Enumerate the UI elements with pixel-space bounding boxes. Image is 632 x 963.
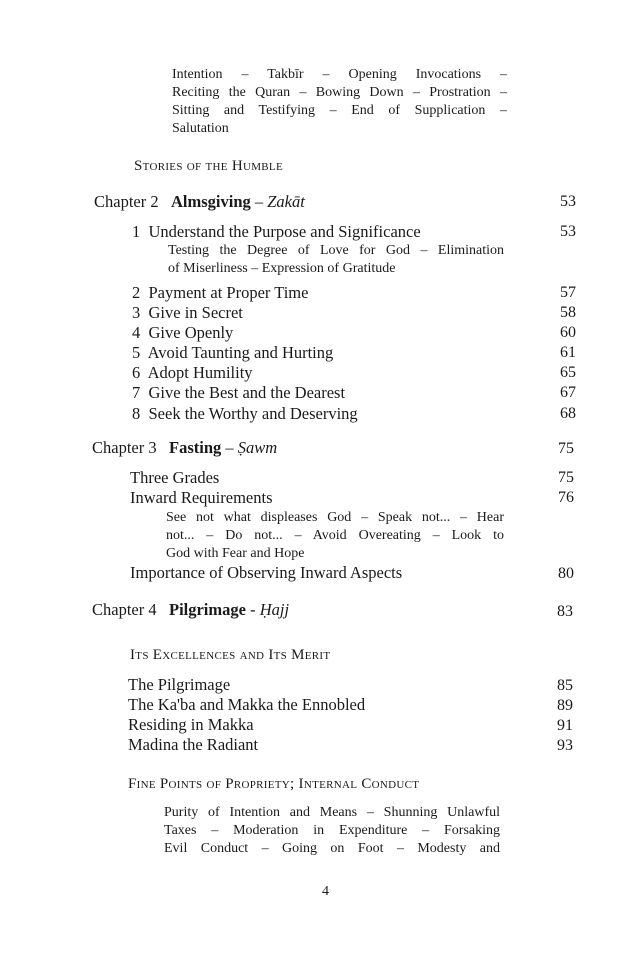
chapter-4-page: 83	[557, 603, 573, 620]
toc-entry-4-2-page: 89	[557, 697, 573, 714]
chapter-3-page: 75	[558, 440, 574, 457]
entry-number: 4	[132, 323, 141, 342]
chapter-2-arabic: Zakāt	[267, 192, 305, 211]
toc-entry-2-8	[132, 404, 358, 424]
toc-entry-3-1: Three Grades	[130, 468, 220, 487]
entry-number: 3	[132, 303, 141, 322]
chapter-4-title: Pilgrimage	[168, 600, 246, 619]
toc-entry-4-3: Residing in Makka	[128, 715, 254, 734]
toc-entry-2-4	[132, 323, 233, 343]
entry-title: Understand the Purpose and Significance	[148, 222, 421, 241]
chapter-2-dash: –	[254, 192, 264, 211]
page-number: 4	[322, 884, 329, 899]
chapter-3-heading	[92, 438, 277, 458]
toc-entry-4-4: Madina the Radiant	[128, 735, 259, 754]
toc-entry-4-1: The Pilgrimage	[128, 675, 231, 694]
entry-title: Adopt Humility	[147, 363, 253, 382]
toc-entry-2-7	[132, 383, 345, 403]
section-heading-excellences: Its Excellences and Its Merit	[130, 647, 331, 663]
toc-entry-2-8-page: 68	[560, 405, 576, 422]
chapter-4-arabic: Ḥajj	[259, 600, 290, 619]
chapter-3-title: Fasting	[168, 438, 222, 457]
toc-subitems-2-1-line-1: Testing the Degree of Love for God – Elimination	[168, 243, 504, 258]
toc-subitems-prayer-line-3: Sitting and Testifying – End of Supplication –	[172, 103, 507, 118]
section-heading-stories: Stories of the Humble	[134, 158, 283, 174]
entry-number: 6	[132, 363, 141, 382]
toc-subitems-prayer-line-2: Reciting the Quran – Bowing Down – Prostration –	[172, 85, 507, 100]
toc-entry-3-2-page: 76	[558, 489, 574, 506]
entry-number: 5	[132, 343, 141, 362]
chapter-4-label: Chapter 4	[92, 600, 157, 619]
entry-title: Give Openly	[148, 323, 234, 342]
toc-entry-2-3-page: 58	[560, 304, 576, 321]
section-heading-fine-points: Fine Points of Propriety; Internal Conduct	[128, 776, 420, 792]
entry-number: 2	[132, 283, 141, 302]
toc-entry-3-1-page: 75	[558, 469, 574, 486]
chapter-2-label: Chapter 2	[94, 192, 159, 211]
toc-subitems-2-1-line-2: of Miserliness – Expression of Gratitude	[168, 261, 396, 276]
entry-title: Avoid Taunting and Hurting	[147, 343, 334, 362]
toc-subitems-prayer-line-4: Salutation	[172, 121, 229, 136]
toc-subitems-4-line-1: Purity of Intention and Means – Shunning Unlawful	[164, 805, 500, 820]
toc-entry-3-2: Inward Requirements	[130, 488, 273, 507]
toc-subitems-3-2-line-3: God with Fear and Hope	[166, 546, 305, 561]
chapter-3-arabic: Ṣawm	[237, 438, 278, 457]
toc-entry-4-3-page: 91	[557, 717, 573, 734]
entry-title: Payment at Proper Time	[148, 283, 309, 302]
toc-entry-2-5	[132, 343, 333, 363]
chapter-2-heading	[94, 192, 305, 212]
entry-number: 8	[132, 404, 141, 423]
toc-entry-2-7-page: 67	[560, 384, 576, 401]
toc-subitems-prayer-line-1: Intention – Takbīr – Opening Invocations –	[172, 67, 507, 82]
chapter-3-dash: –	[225, 438, 234, 457]
toc-entry-2-2	[132, 283, 308, 303]
entry-title: Seek the Worthy and Deserving	[148, 404, 358, 423]
toc-entry-2-6	[132, 363, 253, 383]
toc-entry-2-2-page: 57	[560, 284, 576, 301]
toc-entry-2-4-page: 60	[560, 324, 576, 341]
toc-entry-2-6-page: 65	[560, 364, 576, 381]
toc-entry-2-3	[132, 303, 243, 323]
entry-number: 1	[132, 222, 141, 241]
toc-entry-4-2: The Ka'ba and Makka the Ennobled	[128, 695, 366, 714]
toc-entry-2-5-page: 61	[560, 344, 576, 361]
chapter-2-title: Almsgiving	[170, 192, 251, 211]
toc-entry-3-3-page: 80	[558, 565, 574, 582]
chapter-4-heading	[92, 600, 289, 620]
entry-number: 7	[132, 383, 141, 402]
toc-entry-4-4-page: 93	[557, 737, 573, 754]
chapter-2-page: 53	[560, 193, 576, 210]
toc-entry-2-1	[132, 222, 421, 242]
toc-entry-3-3: Importance of Observing Inward Aspects	[130, 563, 403, 582]
toc-entry-2-1-page: 53	[560, 223, 576, 240]
toc-subitems-3-2-line-2: not... – Do not... – Avoid Overeating – Look to	[166, 528, 504, 543]
toc-entry-4-1-page: 85	[557, 677, 573, 694]
toc-subitems-4-line-2: Taxes – Moderation in Expenditure – Forsaking	[164, 823, 500, 838]
entry-title: Give the Best and the Dearest	[148, 383, 346, 402]
toc-subitems-3-2-line-1: See not what displeases God – Speak not... – Hear	[166, 510, 504, 525]
entry-title: Give in Secret	[148, 303, 243, 322]
chapter-4-dash: -	[250, 600, 256, 619]
toc-subitems-4-line-3: Evil Conduct – Going on Foot – Modesty and	[164, 841, 500, 856]
chapter-3-label: Chapter 3	[92, 438, 157, 457]
